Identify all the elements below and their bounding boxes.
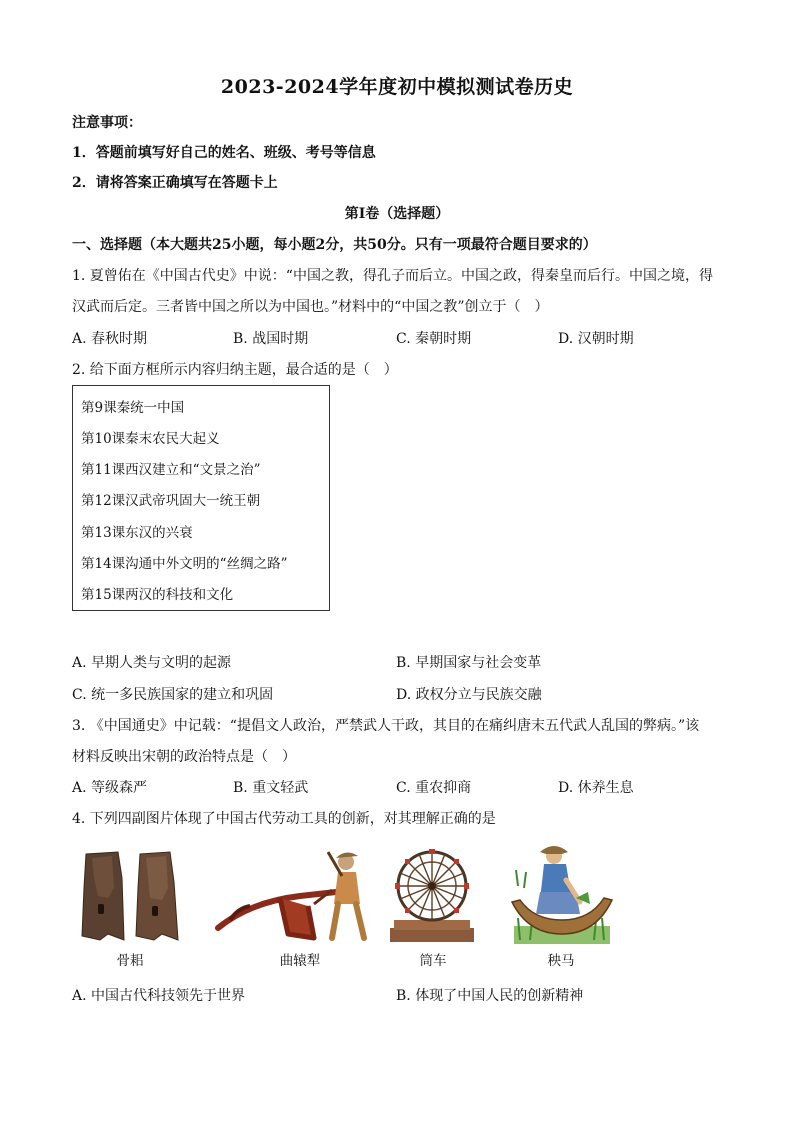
bone-spade-image [78,848,188,944]
q3-option-a: A. 等级森严 [72,780,148,796]
q2-box-item: 第13课东汉的兴衰 [81,525,193,541]
exam-title: 2023-2024学年度初中模拟测试卷历史 [220,76,574,98]
q2-stem: 2. 给下面方框所示内容归纳主题，最合适的是（ ） [72,362,398,378]
q2-box-item: 第9课秦统一中国 [81,400,185,416]
q4-caption-4: 秧马 [547,953,575,969]
q2-box-item: 第12课汉武帝巩固大一统王朝 [81,493,261,509]
q4-caption-3: 筒车 [419,953,447,969]
q4-option-a: A. 中国古代科技领先于世界 [72,988,246,1004]
q2-box-item: 第14课沟通中外文明的“丝绸之路” [81,556,288,572]
q2-option-a: A. 早期人类与文明的起源 [72,655,232,671]
q4-caption-2: 曲辕犁 [279,953,321,969]
q2-content-box [72,385,330,611]
notice-item-2: 2．请将答案正确填写在答题卡上 [72,175,278,191]
q4-stem: 4. 下列四副图片体现了中国古代劳动工具的创新，对其理解正确的是 [72,811,496,827]
q2-option-d: D. 政权分立与民族交融 [396,687,542,703]
q3-option-c: C. 重农抑商 [396,780,472,796]
seedling-horse-image [510,840,614,946]
q4-caption-1: 骨耜 [116,953,144,969]
q1-option-a: A. 春秋时期 [72,331,148,347]
q2-box-item: 第10课秦末农民大起义 [81,431,220,447]
section-title: 第I卷（选择题） [344,206,450,222]
q1-option-c: C. 秦朝时期 [396,331,472,347]
q1-stem-line2: 汉武而后定。三者皆中国之所以为中国也。”材料中的“中国之教”创立于（ ） [72,299,549,315]
q4-option-b: B. 体现了中国人民的创新精神 [396,988,584,1004]
q1-option-d: D. 汉朝时期 [558,331,634,347]
q1-option-b: B. 战国时期 [233,331,309,347]
q3-option-d: D. 休养生息 [558,780,634,796]
q3-stem-line1: 3. 《中国通史》中记载：“提倡文人政治，严禁武人干政，其目的在痛纠唐末五代武人乱国的弊病。”该 [72,718,700,734]
section-instruction: 一、选择题（本大题共25小题，每小题2分，共50分。只有一项最符合题目要求的） [72,237,597,253]
water-wheel-image [386,846,478,946]
q2-box-item: 第11课西汉建立和“文景之治” [81,462,261,478]
q1-stem-line1: 1. 夏曾佑在《中国古代史》中说：“中国之教，得孔子而后立。中国之政，得秦皇而后行。中国之境，得 [72,268,713,284]
q2-option-c: C. 统一多民族国家的建立和巩固 [72,687,274,703]
curved-plough-image [210,846,380,944]
q2-option-b: B. 早期国家与社会变革 [396,655,542,671]
q2-box-item: 第15课两汉的科技和文化 [81,587,234,603]
q3-stem-line2: 材料反映出宋朝的政治特点是（ ） [72,749,296,765]
notice-heading: 注意事项： [72,115,142,131]
notice-item-1: 1．答题前填写好自己的姓名、班级、考号等信息 [72,145,376,161]
q3-option-b: B. 重文轻武 [233,780,309,796]
